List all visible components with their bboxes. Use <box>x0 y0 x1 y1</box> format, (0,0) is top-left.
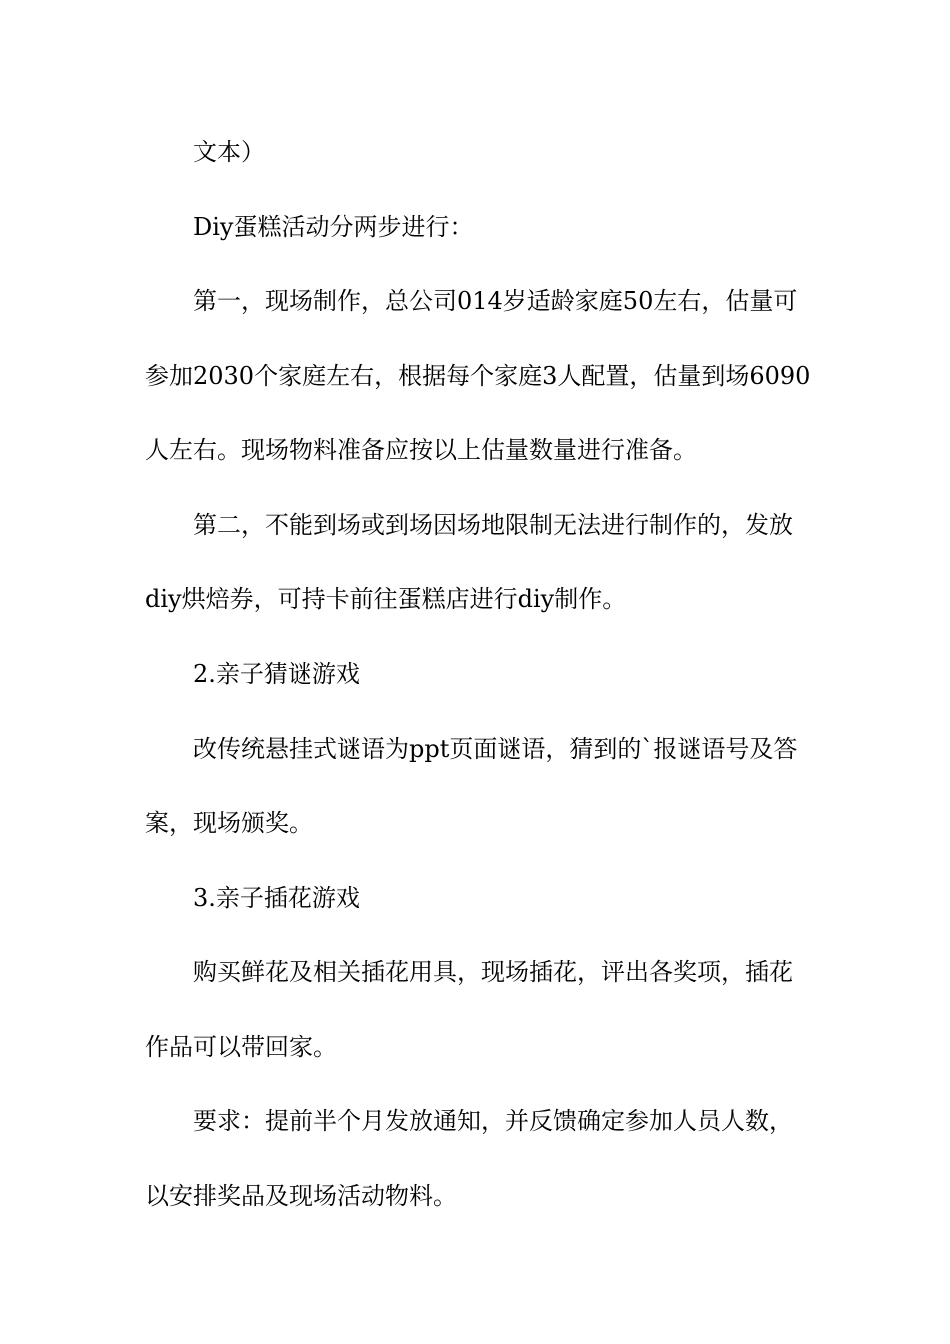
text-line-5: 人左右。现场物料准备应按以上估量数量进行准备。 <box>145 436 697 464</box>
text-line-13: 作品可以带回家。 <box>145 1033 337 1061</box>
text-line-7: diy烘焙券，可持卡前往蛋糕店进行diy制作。 <box>145 585 627 613</box>
text-line-9: 改传统悬挂式谜语为ppt页面谜语，猜到的`报谜语号及答 <box>193 735 798 763</box>
text-line-12: 购买鲜花及相关插花用具，现场插花，评出各奖项，插花 <box>193 958 793 986</box>
text-line-6: 第二，不能到场或到场因场地限制无法进行制作的，发放 <box>193 511 793 539</box>
text-line-15: 以安排奖品及现场活动物料。 <box>145 1182 457 1210</box>
text-line-2: Diy蛋糕活动分两步进行： <box>193 213 474 241</box>
text-line-11: 3.亲子插花游戏 <box>193 884 360 912</box>
text-line-14: 要求：提前半个月发放通知，并反馈确定参加人员人数， <box>193 1107 793 1135</box>
text-line-4: 参加2030个家庭左右，根据每个家庭3人配置，估量到场6090 <box>145 362 811 390</box>
text-line-10: 案，现场颁奖。 <box>145 809 313 837</box>
text-line-1: 文本） <box>193 138 265 166</box>
text-line-8: 2.亲子猜谜游戏 <box>193 660 360 688</box>
text-line-3: 第一，现场制作，总公司014岁适龄家庭50左右，估量可 <box>193 287 798 315</box>
